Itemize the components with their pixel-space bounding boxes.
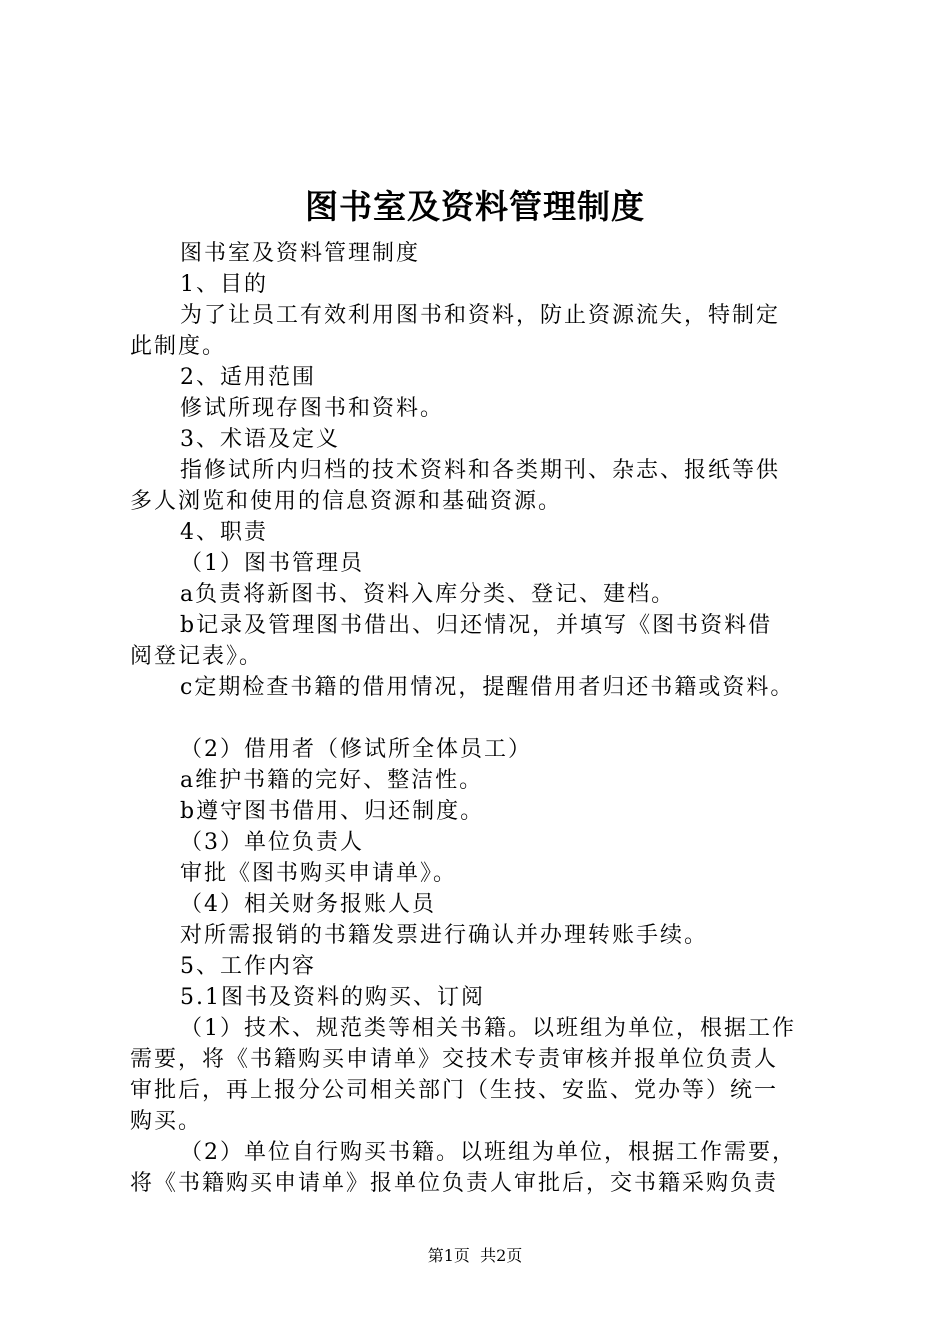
text-line: 阅登记表》。	[130, 644, 264, 669]
text-line: 审批《图书购买申请单》。	[180, 861, 458, 886]
text-line: 修试所现存图书和资料。	[180, 396, 445, 421]
text-line: 图书室及资料管理制度	[180, 241, 421, 266]
text-line: 5、工作内容	[180, 954, 316, 979]
text-line	[130, 703, 850, 734]
text-line: 此制度。	[130, 334, 227, 359]
text-line: （1）技术、规范类等相关书籍。以班组为单位，根据工作	[180, 1016, 796, 1041]
document-body	[130, 238, 850, 1199]
text-line: a负责将新图书、资料入库分类、登记、建档。	[180, 582, 676, 607]
page-footer: 第1页 共2页	[427, 1246, 523, 1265]
text-line: 对所需报销的书籍发票进行确认并办理转账手续。	[180, 923, 709, 948]
text-line: （1）图书管理员	[180, 551, 364, 576]
text-line: c定期检查书籍的借用情况，提醒借用者归还书籍或资料。	[180, 675, 795, 700]
text-line: 为了让员工有效利用图书和资料，防止资源流失，特制定	[180, 303, 781, 328]
text-line: （3）单位负责人	[180, 830, 364, 855]
text-line: 2、适用范围	[180, 365, 316, 390]
text-line: （2）借用者（修试所全体员工）	[180, 737, 532, 762]
text-line: 3、术语及定义	[180, 427, 340, 452]
text-line: 5.1图书及资料的购买、订阅	[180, 985, 485, 1010]
document-title: 图书室及资料管理制度	[305, 187, 645, 226]
text-line: （2）单位自行购买书籍。以班组为单位，根据工作需要，	[180, 1140, 796, 1165]
text-line: 购买。	[130, 1109, 203, 1134]
text-line: 审批后，再上报分公司相关部门（生技、安监、党办等）统一	[130, 1078, 779, 1103]
text-line: 多人浏览和使用的信息资源和基础资源。	[130, 489, 563, 514]
text-line: b遵守图书借用、归还制度。	[180, 799, 485, 824]
text-line: 1、目的	[180, 272, 268, 297]
text-line: （4）相关财务报账人员	[180, 892, 436, 917]
text-line: 指修试所内归档的技术资料和各类期刊、杂志、报纸等供	[180, 458, 781, 483]
text-line: a维护书籍的完好、整洁性。	[180, 768, 484, 793]
text-line: 将《书籍购买申请单》报单位负责人审批后，交书籍采购负责	[130, 1171, 779, 1196]
text-line: b记录及管理图书借出、归还情况，并填写《图书资料借	[180, 613, 773, 638]
text-line: 4、职责	[180, 520, 268, 545]
text-line: 需要，将《书籍购买申请单》交技术专责审核并报单位负责人	[130, 1047, 779, 1072]
